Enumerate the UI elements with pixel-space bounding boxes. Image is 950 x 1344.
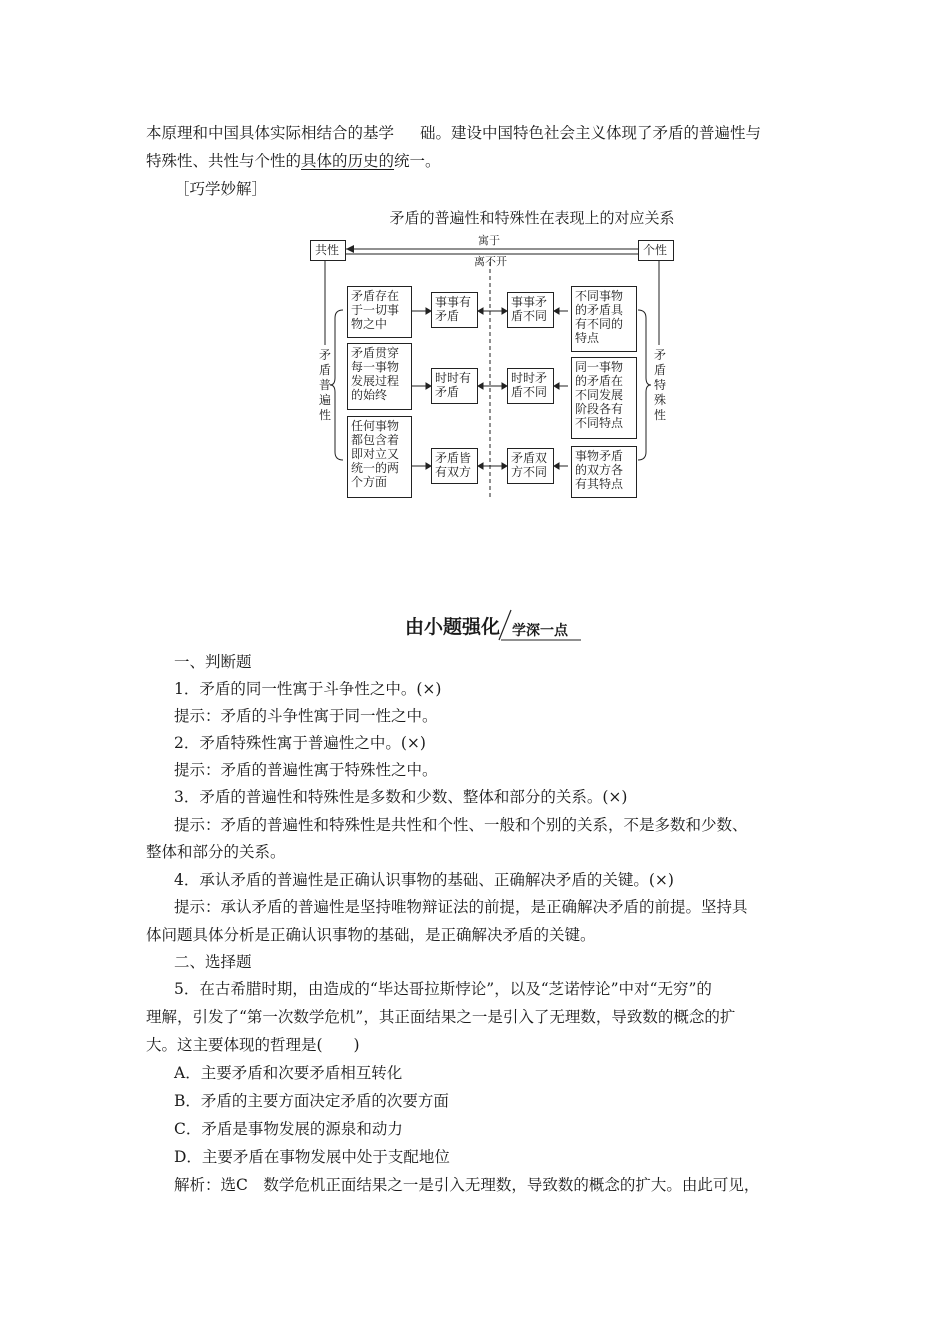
relation-inseparable: 离不开 (474, 255, 507, 268)
hint-3-b: 整体和部分的关系。 (146, 843, 286, 861)
row1-particular-detail: 不同事物 的矛盾具 有不同的 特点 (571, 286, 637, 352)
tip-label: ［巧学妙解］ (174, 180, 268, 198)
answer-analysis: 解析：选C 数学危机正面结果之一是引入无理数，导致数的概念的扩大。由此可见， (174, 1176, 760, 1194)
banner-underline (501, 639, 581, 642)
hint-1: 提示：矛盾的斗争性寓于同一性之中。 (174, 707, 438, 725)
row3-particular-detail: 事物矛盾 的双方各 有其特点 (571, 446, 637, 498)
row2-particular-short: 时时矛 盾不同 (507, 368, 554, 404)
question-5-b: 理解，引发了“第一次数学危机”，其正面结果之一是引入了无理数，导致数的概念的扩 (146, 1008, 736, 1026)
option-c: C．矛盾是事物发展的源泉和动力 (174, 1120, 403, 1138)
relation-contained-in: 寓于 (478, 234, 500, 247)
option-d: D．主要矛盾在事物发展中处于支配地位 (174, 1148, 450, 1166)
option-b: B．矛盾的主要方面决定矛盾的次要方面 (174, 1092, 449, 1110)
row2-universal-short: 时时有 矛盾 (431, 368, 478, 404)
intro-line-1-b: 础。建设中国特色社会主义体现了矛盾的普遍性与 (420, 124, 762, 142)
side-label-universality: 矛盾普遍性 (318, 348, 331, 422)
row2-particular-detail: 同一事物 的矛盾在 不同发展 阶段各有 不同特点 (571, 357, 637, 439)
intro-line-2-b: 统一。 (394, 152, 441, 170)
hint-4-b: 体问题具体分析是正确认识事物的基础，是正确解决矛盾的关键。 (146, 926, 596, 944)
question-1: 1．矛盾的同一性寓于斗争性之中。(×) (174, 680, 442, 698)
question-3: 3．矛盾的普遍性和特殊性是多数和少数、整体和部分的关系。(×) (174, 788, 628, 806)
question-5-c: 大。这主要体现的哲理是( ) (146, 1036, 360, 1054)
label-commonality: 共性 (310, 240, 346, 261)
hint-3-a: 提示：矛盾的普遍性和特殊性是共性和个性、一般和个别的关系，不是多数和少数、 (174, 816, 748, 834)
intro-line-2-a: 特殊性、共性与个性的 (146, 152, 302, 170)
banner-main: 由小题强化 (405, 616, 501, 638)
banner-sub: 学深一点 (512, 623, 568, 639)
row3-universal-short: 矛盾皆 有双方 (431, 448, 478, 484)
question-5-a: 5．在古希腊时期，由造成的“毕达哥拉斯悖论”，以及“芝诺悖论”中对“无穷”的 (174, 980, 712, 998)
banner-slash-icon (497, 608, 513, 642)
row1-particular-short: 事事矛 盾不同 (507, 292, 554, 328)
row3-universal-detail: 任何事物 都包含着 即对立又 统一的两 个方面 (347, 416, 412, 498)
row2-universal-detail: 矛盾贯穿 每一事物 发展过程 的始终 (347, 343, 412, 410)
hint-4-a: 提示：承认矛盾的普遍性是坚持唯物辩证法的前提，是正确解决矛盾的前提。坚持具 (174, 898, 748, 916)
side-label-particularity: 矛盾特殊性 (653, 348, 666, 422)
intro-line-2-underlined: 具体的历史的 (301, 152, 395, 170)
diagram-title: 矛盾的普遍性和特殊性在表现上的对应关系 (389, 209, 675, 227)
question-4: 4．承认矛盾的普遍性是正确认识事物的基础、正确解决矛盾的关键。(×) (174, 871, 674, 889)
row1-universal-detail: 矛盾存在 于一切事 物之中 (347, 286, 412, 338)
option-a: A．主要矛盾和次要矛盾相互转化 (174, 1064, 403, 1082)
intro-line-1-a: 本原理和中国具体实际相结合的基学 (146, 124, 395, 142)
row3-particular-short: 矛盾双 方不同 (507, 448, 554, 484)
section-choice: 二、选择题 (174, 953, 252, 971)
label-individuality: 个性 (638, 240, 674, 261)
hint-2: 提示：矛盾的普遍性寓于特殊性之中。 (174, 761, 438, 779)
row1-universal-short: 事事有 矛盾 (431, 292, 478, 328)
question-2: 2．矛盾特殊性寓于普遍性之中。(×) (174, 734, 426, 752)
section-judgment: 一、判断题 (174, 653, 252, 671)
